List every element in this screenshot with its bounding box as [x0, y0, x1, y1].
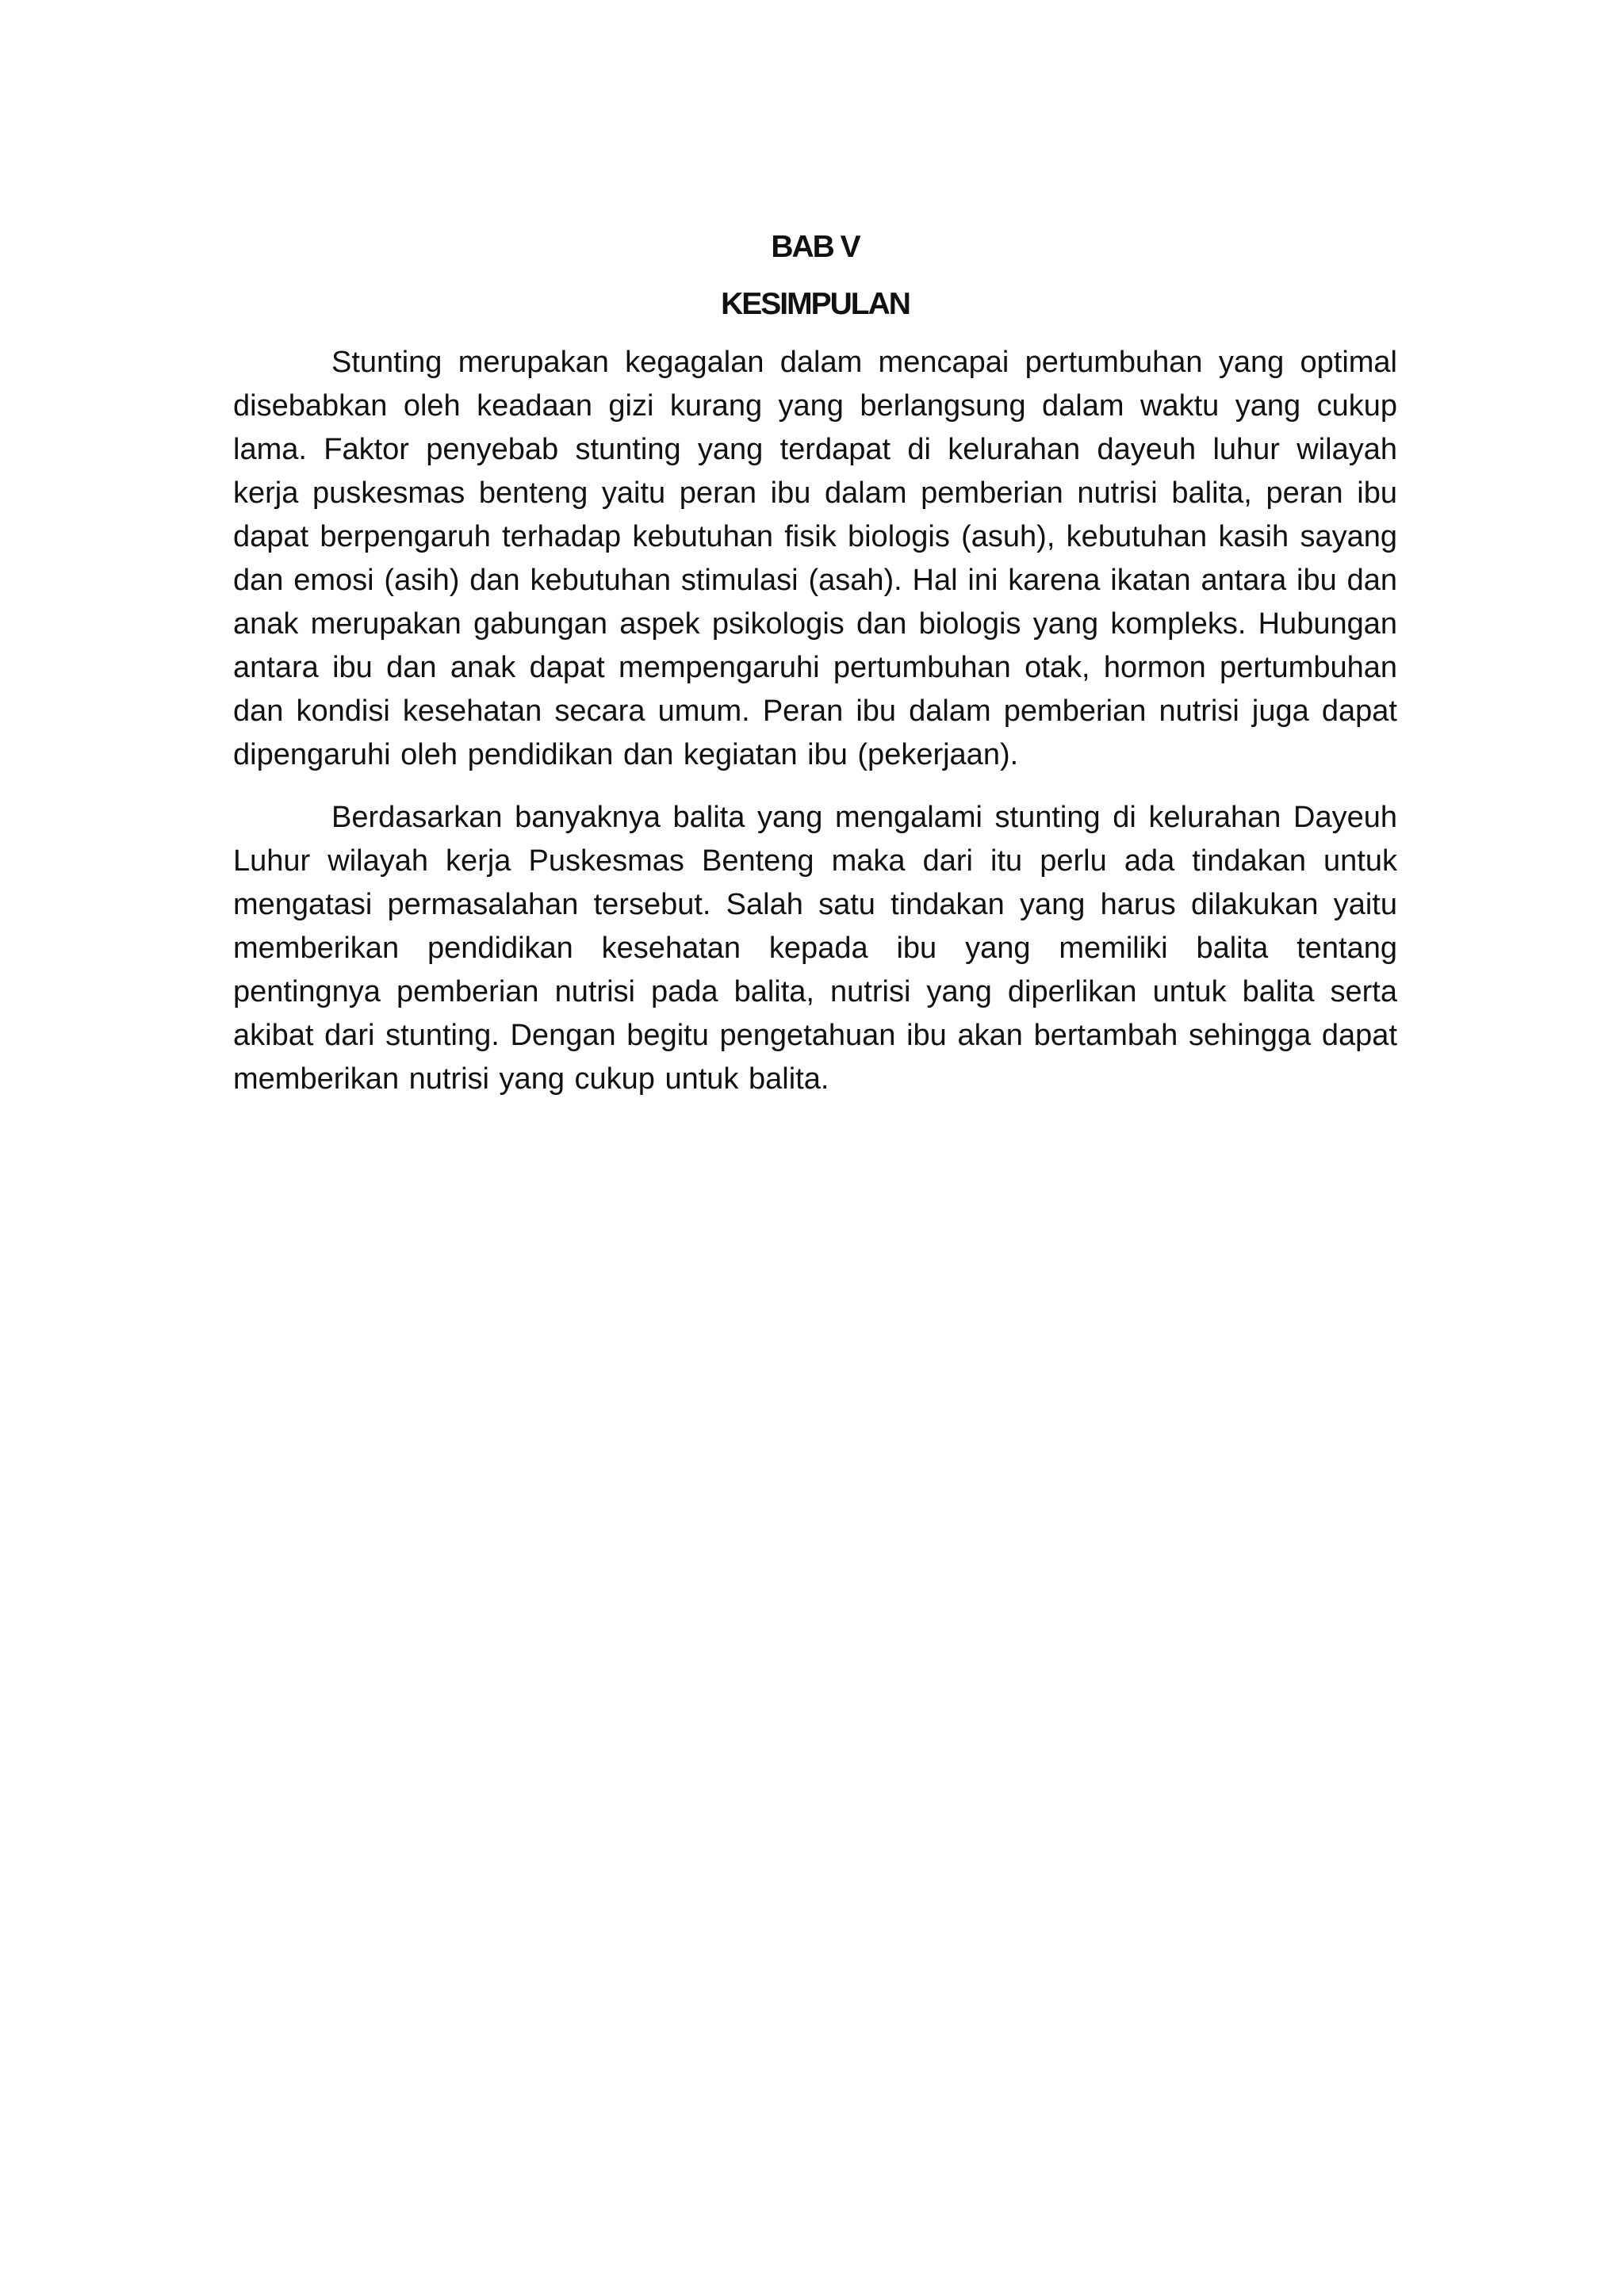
paragraph: Stunting merupakan kegagalan dalam mencapai pertumbuhan yang optimal disebabkan oleh keadaan gizi kurang yang berlangsung dalam waktu yang cukup lama. Faktor penyebab stunting yang terdapat di kelurahan dayeuh luhur wilayah kerja puskesmas benteng yaitu peran ibu dalam pemberian nutrisi balita, peran ibu dapat berpengaruh terhadap kebutuhan fisik biologis (asuh), kebutuhan kasih sayang dan emosi (asih) dan kebutuhan stimulasi (asah). Hal ini karena ikatan antara ibu dan anak merupakan gabungan aspek psikologis dan biologis yang kompleks. Hubungan antara ibu dan anak dapat mempengaruhi pertumbuhan otak, hormon pertumbuhan dan kondisi kesehatan secara umum. Peran ibu dalam pemberian nutrisi juga dapat dipengaruhi oleh pendidikan dan kegiatan ibu (pekerjaan).	[233, 346, 1397, 771]
page-content	[233, 228, 1397, 1101]
chapter-title: KESIMPULAN	[721, 287, 910, 321]
paragraph: Berdasarkan banyaknya balita yang mengalami stunting di kelurahan Dayeuh Luhur wilayah kerja Puskesmas Benteng maka dari itu perlu ada tindakan untuk mengatasi permasalahan tersebut. Salah satu tindakan yang harus dilakukan yaitu memberikan pendidikan kesehatan kepada ibu yang memiliki balita tentang pentingnya pemberian nutrisi pada balita, nutrisi yang diperlikan untuk balita serta akibat dari stunting. Dengan begitu pengetahuan ibu akan bertambah sehingga dapat memberikan nutrisi yang cukup untuk balita.	[233, 801, 1397, 1096]
chapter-label: BAB V	[771, 230, 860, 264]
